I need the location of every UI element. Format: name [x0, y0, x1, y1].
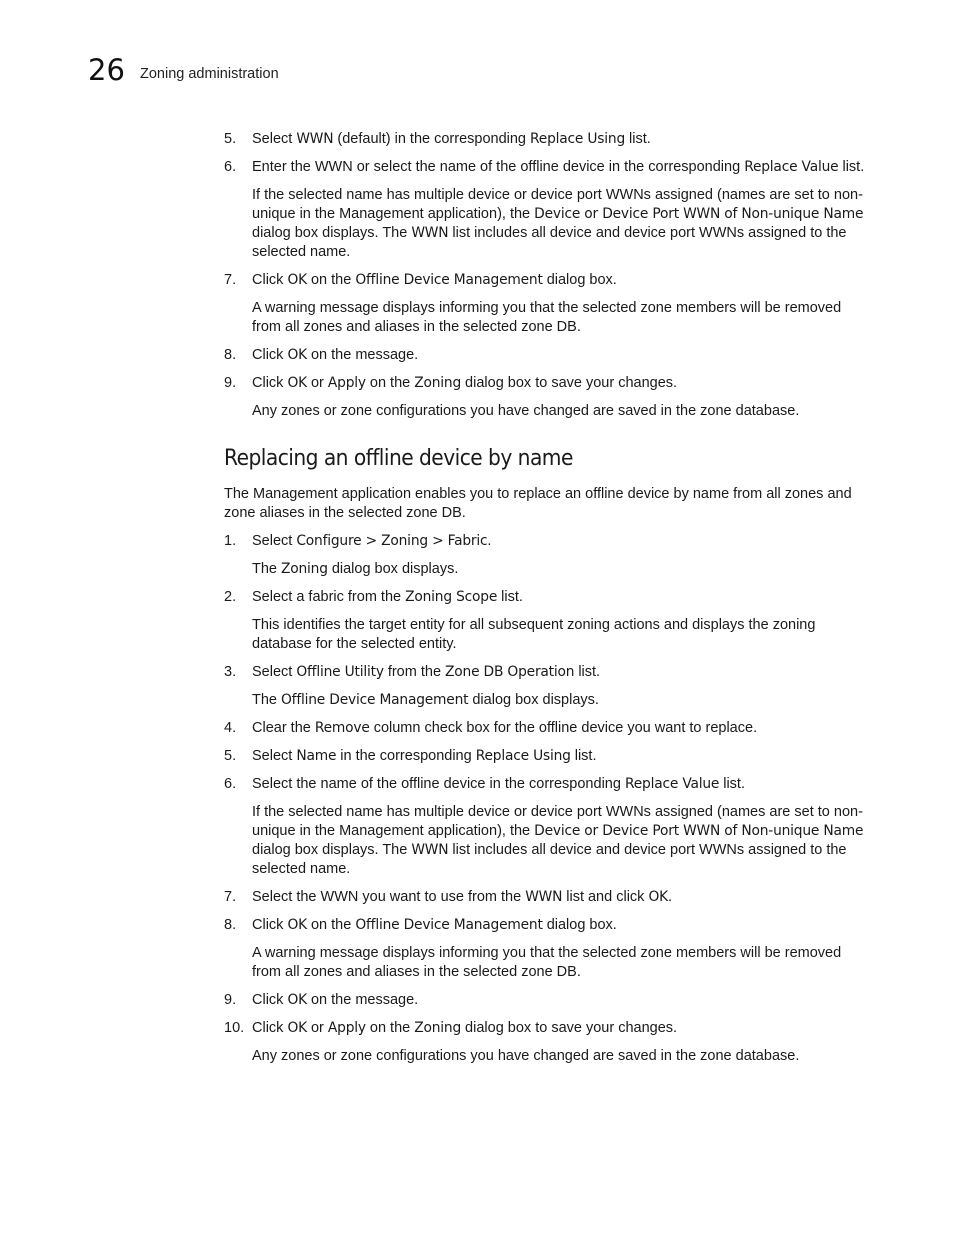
step-text: on the message. [306, 992, 419, 1008]
ui-term: OK [648, 889, 668, 905]
step-number: 5. [224, 748, 237, 764]
ui-term: OK [287, 1020, 307, 1036]
ui-term: Zoning [414, 1020, 462, 1036]
step-8 [224, 346, 874, 365]
ui-term: Zoning [281, 561, 328, 577]
step-text: list. [625, 131, 651, 147]
step-text: list. [574, 664, 601, 680]
step-number: 8. [224, 917, 237, 933]
ui-term: Offline Device Management [355, 917, 543, 933]
step-text: list and click [562, 889, 649, 905]
ui-term: WWN [411, 842, 449, 858]
ui-term: Replace Using [530, 131, 626, 147]
step-text: Select [252, 533, 297, 549]
step-6-note [224, 803, 874, 879]
step-9 [224, 991, 874, 1010]
step-10-note: Any zones or zone configurations you have changed are saved in the zone database. [252, 1048, 800, 1064]
step-text: on the [365, 1020, 415, 1036]
ui-term: OK [287, 272, 307, 288]
note-text: dialog box displays. [468, 692, 599, 708]
step-text: Select the WWN you want to use from the [252, 889, 526, 905]
step-8 [224, 916, 874, 935]
step-6 [224, 775, 874, 794]
step-text: Click [252, 375, 288, 391]
ui-term: OK [287, 992, 307, 1008]
ui-term: Replace Using [475, 748, 571, 764]
step-7 [224, 888, 874, 907]
ui-term: Zone DB Operation [445, 664, 575, 680]
ui-term: OK [287, 917, 307, 933]
step-1 [224, 532, 874, 551]
step-1-note [224, 560, 874, 579]
ui-term: WWN [296, 131, 334, 147]
ui-term: Apply [327, 375, 366, 391]
step-number: 1. [224, 533, 237, 549]
step-number: 7. [224, 889, 237, 905]
step-number: 4. [224, 720, 237, 736]
step-text: on the message. [306, 347, 419, 363]
step-3-note [224, 691, 874, 710]
step-text: . [487, 533, 492, 549]
step-text: column check box for the offline device you want to replace. [369, 720, 758, 736]
section-intro: The Management application enables you to replace an offline device by name from all zones and zone aliases in the selected zone DB. [224, 486, 852, 521]
step-text: Click [252, 272, 288, 288]
step-text: Select the name of the offline device in the corresponding [252, 776, 625, 792]
step-5 [224, 130, 874, 149]
step-7-note: A warning message displays informing you that the selected zone members will be removed from all zones and aliases in the selected zone DB. [252, 300, 842, 335]
chapter-title: Zoning administration [140, 66, 279, 82]
step-4 [224, 719, 874, 738]
step-text: Select [252, 748, 297, 764]
chapter-number: 26 [88, 53, 125, 87]
step-number: 3. [224, 664, 237, 680]
ui-term: Offline Device Management [281, 692, 469, 708]
step-number: 2. [224, 589, 237, 605]
step-text: or [306, 375, 328, 391]
step-number: 9. [224, 992, 237, 1008]
step-text: dialog box to save your changes. [461, 375, 678, 391]
page-content [224, 130, 874, 1075]
ui-term: Device or Device Port WWN of Non-unique Name [534, 206, 864, 222]
note-text: The [252, 692, 282, 708]
step-text: . [667, 889, 672, 905]
step-3 [224, 663, 874, 682]
step-text: Click [252, 1020, 288, 1036]
ui-term: Replace Value [624, 776, 720, 792]
step-2 [224, 588, 874, 607]
step-text: list. [497, 589, 523, 605]
step-text: dialog box to save your changes. [461, 1020, 678, 1036]
note-text: dialog box displays. The [252, 842, 412, 858]
step-text: dialog box. [542, 272, 617, 288]
ui-term: OK [287, 375, 307, 391]
note-text: dialog box displays. The [252, 225, 412, 241]
step-number: 8. [224, 347, 237, 363]
ui-term: OK [287, 347, 307, 363]
step-text: Enter the WWN or select the name of the offline device in the corresponding [252, 159, 745, 175]
step-6-note [224, 186, 874, 262]
ui-term: Apply [327, 1020, 366, 1036]
step-number: 6. [224, 776, 237, 792]
step-text: Clear the [252, 720, 315, 736]
step-9-note: Any zones or zone configurations you have changed are saved in the zone database. [252, 403, 800, 419]
step-text: Select [252, 664, 297, 680]
step-7 [224, 271, 874, 290]
step-text: or [306, 1020, 328, 1036]
ui-term: Zoning Scope [405, 589, 498, 605]
step-text: list. [570, 748, 597, 764]
step-8-note: A warning message displays informing you that the selected zone members will be removed from all zones and aliases in the selected zone DB. [252, 945, 842, 980]
note-text: If the selected name has multiple device or device port WWNs assigned (names are set to non-unique in the Management application), the [252, 804, 863, 839]
step-text: Select [252, 131, 297, 147]
step-text: in the corresponding [336, 748, 476, 764]
ui-term: WWN [525, 889, 563, 905]
step-text: on the [306, 917, 356, 933]
step-2-note: This identifies the target entity for all subsequent zoning actions and displays the zoning database for the selected entity. [252, 617, 816, 652]
note-text: The [252, 561, 282, 577]
ui-term: Device or Device Port WWN of Non-unique Name [534, 823, 864, 839]
ui-term: Configure > Zoning > Fabric [296, 533, 488, 549]
step-5 [224, 747, 874, 766]
step-number: 6. [224, 159, 237, 175]
note-text: If the selected name has multiple device or device port WWNs assigned (names are set to non-unique in the Management application), the [252, 187, 863, 222]
step-text: (default) in the corresponding [333, 131, 531, 147]
step-text: list. [838, 159, 865, 175]
step-number: 10. [224, 1020, 245, 1036]
step-text: Click [252, 917, 288, 933]
step-text: on the [365, 375, 415, 391]
step-number: 7. [224, 272, 237, 288]
step-10 [224, 1019, 874, 1038]
step-text: Select a fabric from the [252, 589, 406, 605]
step-text: Click [252, 347, 288, 363]
step-number: 5. [224, 131, 237, 147]
step-text: Click [252, 992, 288, 1008]
note-text: list includes all device and device port WWNs assigned to the selected name. [252, 225, 847, 260]
step-number: 9. [224, 375, 237, 391]
ui-term: Remove [314, 720, 370, 736]
step-9 [224, 374, 874, 393]
step-6 [224, 158, 874, 177]
section-heading: Replacing an offline device by name [224, 446, 573, 471]
step-text: dialog box. [542, 917, 617, 933]
step-text: from the [383, 664, 446, 680]
ui-term: Replace Value [744, 159, 839, 175]
ui-term: Zoning [414, 375, 462, 391]
step-text: on the [306, 272, 356, 288]
step-text: list. [719, 776, 745, 792]
note-text: list includes all device and device port WWNs assigned to the selected name. [252, 842, 847, 877]
ui-term: Offline Utility [296, 664, 384, 680]
note-text: dialog box displays. [327, 561, 459, 577]
ui-term: Name [296, 748, 337, 764]
ui-term: Offline Device Management [355, 272, 543, 288]
ui-term: WWN [411, 225, 449, 241]
